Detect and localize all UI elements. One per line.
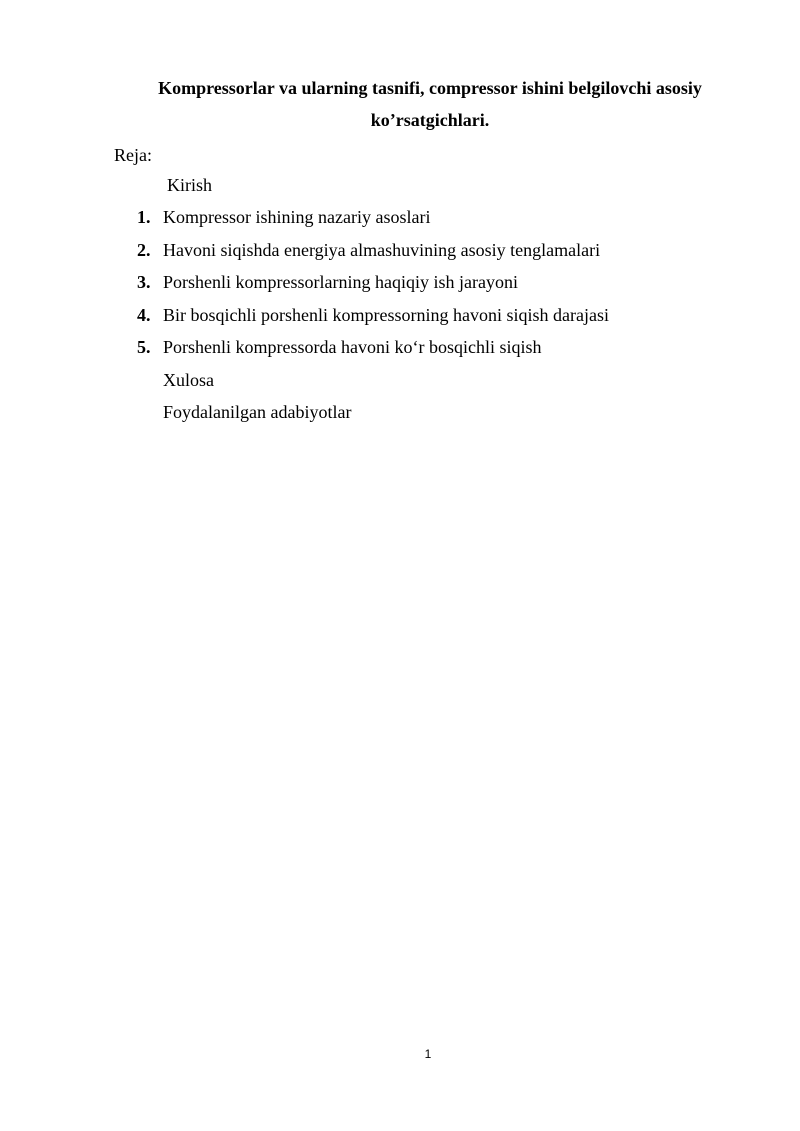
plan-item-intro: Kirish: [167, 175, 212, 195]
plan-item-number: 2.: [137, 240, 151, 260]
plan-item-number: 1.: [137, 207, 151, 227]
plan-item-text: Porshenli kompressorda havoni ko‘r bosqichli siqish: [163, 337, 542, 357]
plan-item-number: 3.: [137, 272, 151, 292]
plan-item-text: Bir bosqichli porshenli kompressorning havoni siqish darajasi: [163, 305, 609, 325]
plan-item-text: Havoni siqishda energiya almashuvining asosiy tenglamalari: [163, 240, 601, 260]
plan-label: Reja:: [114, 145, 152, 165]
plan-item-2: [137, 236, 600, 264]
plan-item-number: 4.: [137, 305, 151, 325]
plan-item-text: Porshenli kompressorlarning haqiqiy ish jarayoni: [163, 272, 518, 292]
plan-item-number: 5.: [137, 337, 151, 357]
page-number: 1: [424, 1047, 432, 1061]
plan-item-references: Foydalanilgan adabiyotlar: [163, 402, 352, 422]
plan-item-4: [137, 301, 609, 329]
plan-item-conclusion: Xulosa: [163, 370, 214, 390]
plan-item-text: Kompressor ishining nazariy asoslari: [163, 207, 431, 227]
plan-item-3: [137, 268, 518, 296]
document-title-line-2: ko’rsatgichlari.: [370, 110, 490, 130]
plan-item-1: [137, 203, 430, 231]
document-title-line-1: Kompressorlar va ularning tasnifi, compressor ishini belgilovchi asosiy: [158, 78, 702, 98]
plan-item-5: [137, 333, 541, 361]
